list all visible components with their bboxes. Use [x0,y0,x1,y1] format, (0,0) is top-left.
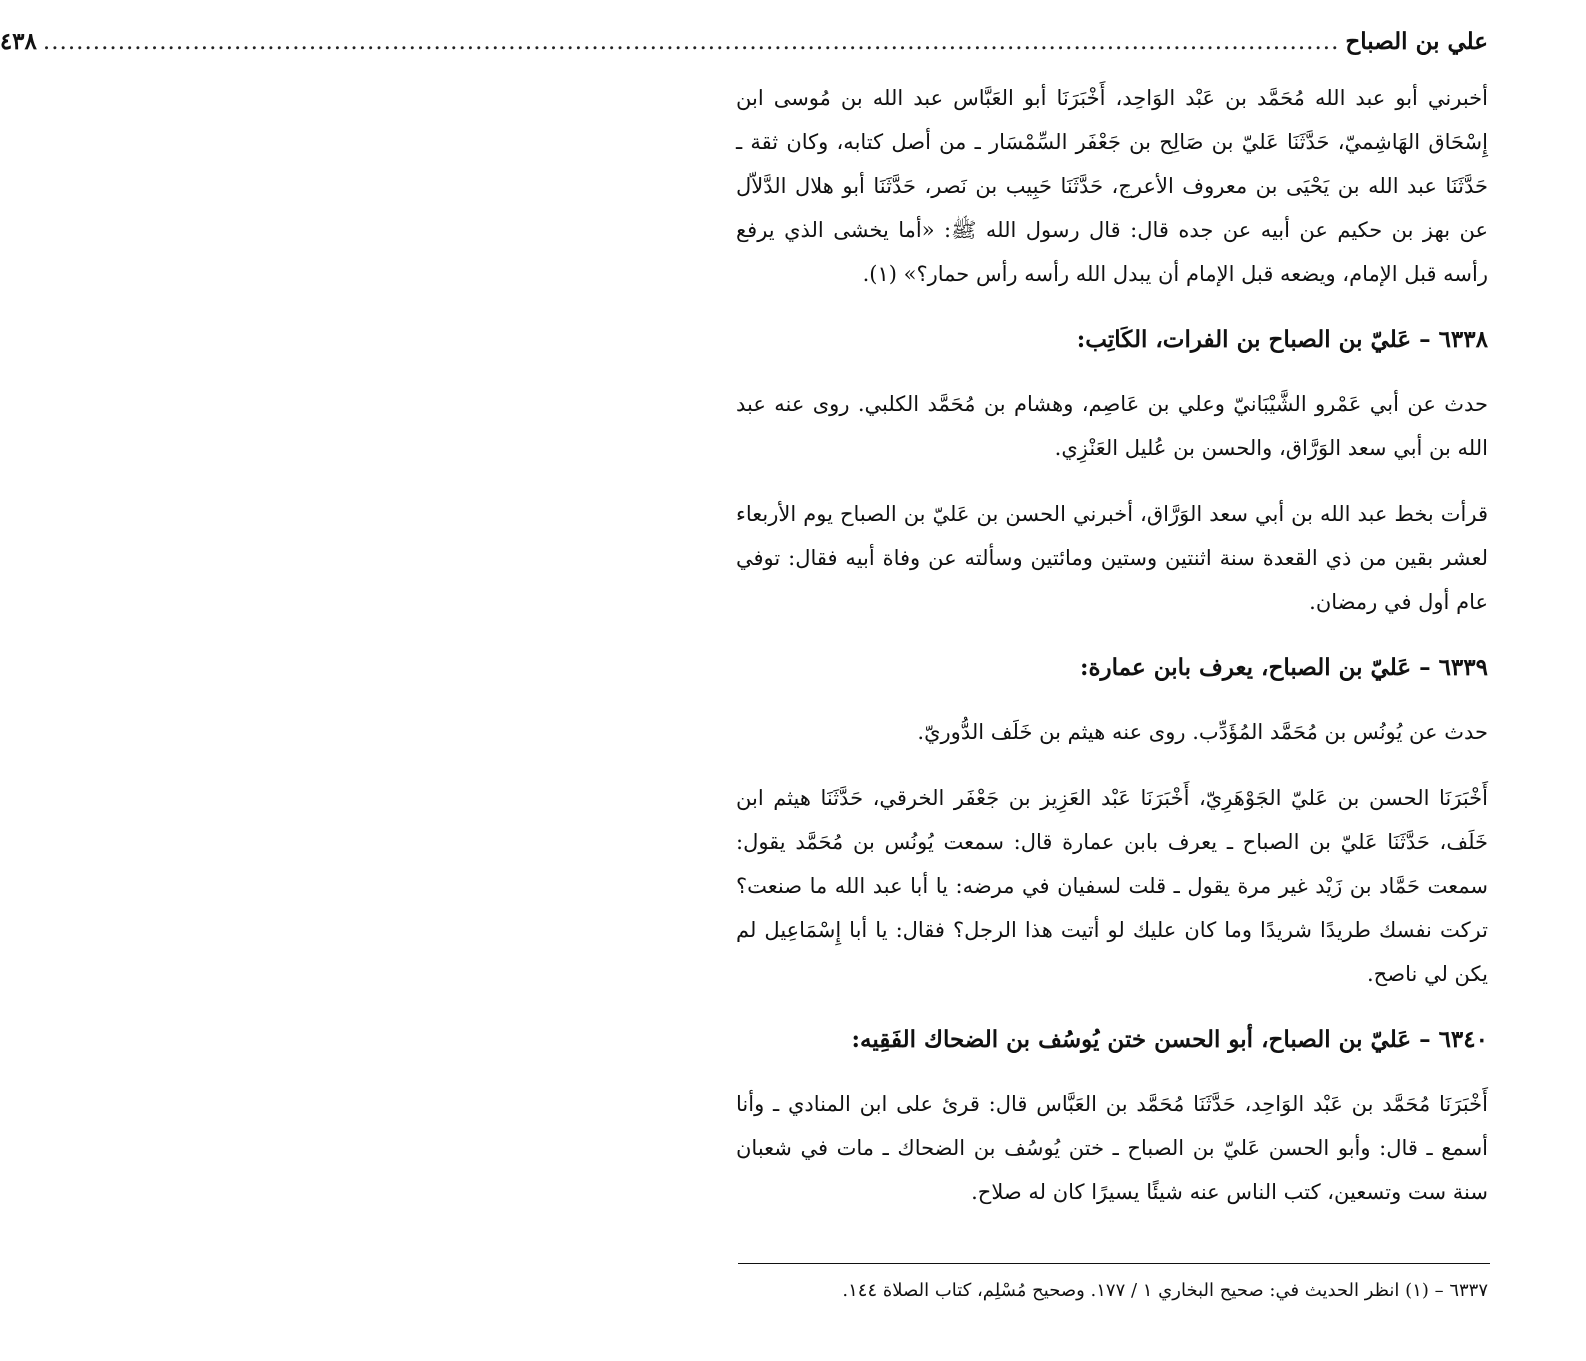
entry-heading-6340: ٦٣٤٠ – عَليّ بن الصباح، أبو الحسن ختن يُوسُف بن الضحاك الفَقِيه: [851,1026,1488,1053]
header-leader-dots: ............................................................................................................................................................ [42,29,1340,55]
page-number: ٤٣٨ [0,28,37,55]
footnote-divider [738,1263,1490,1264]
footnote: ٦٣٣٧ – (١) انظر الحديث في: صحيح البخاري ١ / ١٧٧. وصحيح مُسْلِم، كتاب الصلاة ١٤٤. [842,1280,1488,1301]
running-title: علي بن الصباح [1345,28,1488,55]
narration-paragraph-1: أخبرني أبو عبد الله مُحَمَّد بن عَبْد الوَاحِد، أَخْبَرَنَا أبو العَبَّاس عبد الله بن مُوسى ابن إِسْحَاق الهَاشِميّ، حَدَّثَنَا عَليّ بن صَالِح بن جَعْفَر السِّمْسَار ـ من أصل كتابه، وكان ثقة ـ حَدَّثَنَا عبد الله بن يَحْيَى بن معروف الأعرج، حَدَّثَنَا حَبِيب بن نَصر، حَدَّثَنَا أبو هلال الدَّلاّل عن بهز بن حكيم عن أبيه عن جده قال: قال رسول الله ﷺ: «أما يخشى الذي يرفع رأسه قبل الإمام، ويضعه قبل الإمام أن يبدل الله رأسه رأس حمار؟» (١). [736,86,1488,286]
entry-6338-paragraph-2: قرأت بخط عبد الله بن أبي سعد الوَرَّاق، أخبرني الحسن بن عَليّ بن الصباح يوم الأربعاء لعشر بقين من ذي القعدة سنة اثنتين وستين ومائتين وسألته عن وفاة أبيه فقال: توفي عام أول في رمضان. [736,502,1488,614]
entry-6338-paragraph-1: حدث عن أبي عَمْرو الشَّيْبَانيّ وعلي بن عَاصِم، وهشام بن مُحَمَّد الكلبي. روى عنه عبد الله بن أبي سعد الوَرَّاق، والحسن بن عُليل العَنْزِي. [736,392,1488,460]
entry-heading-6339: ٦٣٣٩ – عَليّ بن الصباح، يعرف بابن عمارة: [1080,654,1488,681]
page-header [0,28,1488,68]
page-body [736,76,1488,1214]
entry-6340-paragraph-1: أَخْبَرَنَا مُحَمَّد بن عَبْد الوَاحِد، حَدَّثَنَا مُحَمَّد بن العَبَّاس قال: قرئ على ابن المنادي ـ وأنا أسمع ـ قال: وأبو الحسن عَليّ بن الصباح ـ ختن يُوسُف بن الضحاك ـ مات في شعبان سنة ست وتسعين، كتب الناس عنه شيئًا يسيرًا كان له صلاح. [736,1092,1488,1204]
entry-6339-paragraph-2: أَخْبَرَنَا الحسن بن عَليّ الجَوْهَرِيّ، أَخْبَرَنَا عَبْد العَزِيز بن جَعْفَر الخرقي، حَدَّثَنَا هيثم ابن خَلَف، حَدَّثَنَا عَليّ بن الصباح ـ يعرف بابن عمارة قال: سمعت يُونُس بن مُحَمَّد يقول: سمعت حَمَّاد بن زَيْد غير مرة يقول ـ قلت لسفيان في مرضه: يا أبا عبد الله ما صنعت؟ تركت نفسك طريدًا شريدًا وما كان عليك لو أتيت هذا الرجل؟ فقال: يا أبا إِسْمَاعِيل لم يكن لي ناصح. [736,786,1488,986]
entry-heading-6338: ٦٣٣٨ – عَليّ بن الصباح بن الفرات، الكَاتِب: [1076,326,1488,353]
entry-6339-paragraph-1: حدث عن يُونُس بن مُحَمَّد المُؤَدِّب. روى عنه هيثم بن خَلَف الدُّوريّ. [917,720,1488,744]
